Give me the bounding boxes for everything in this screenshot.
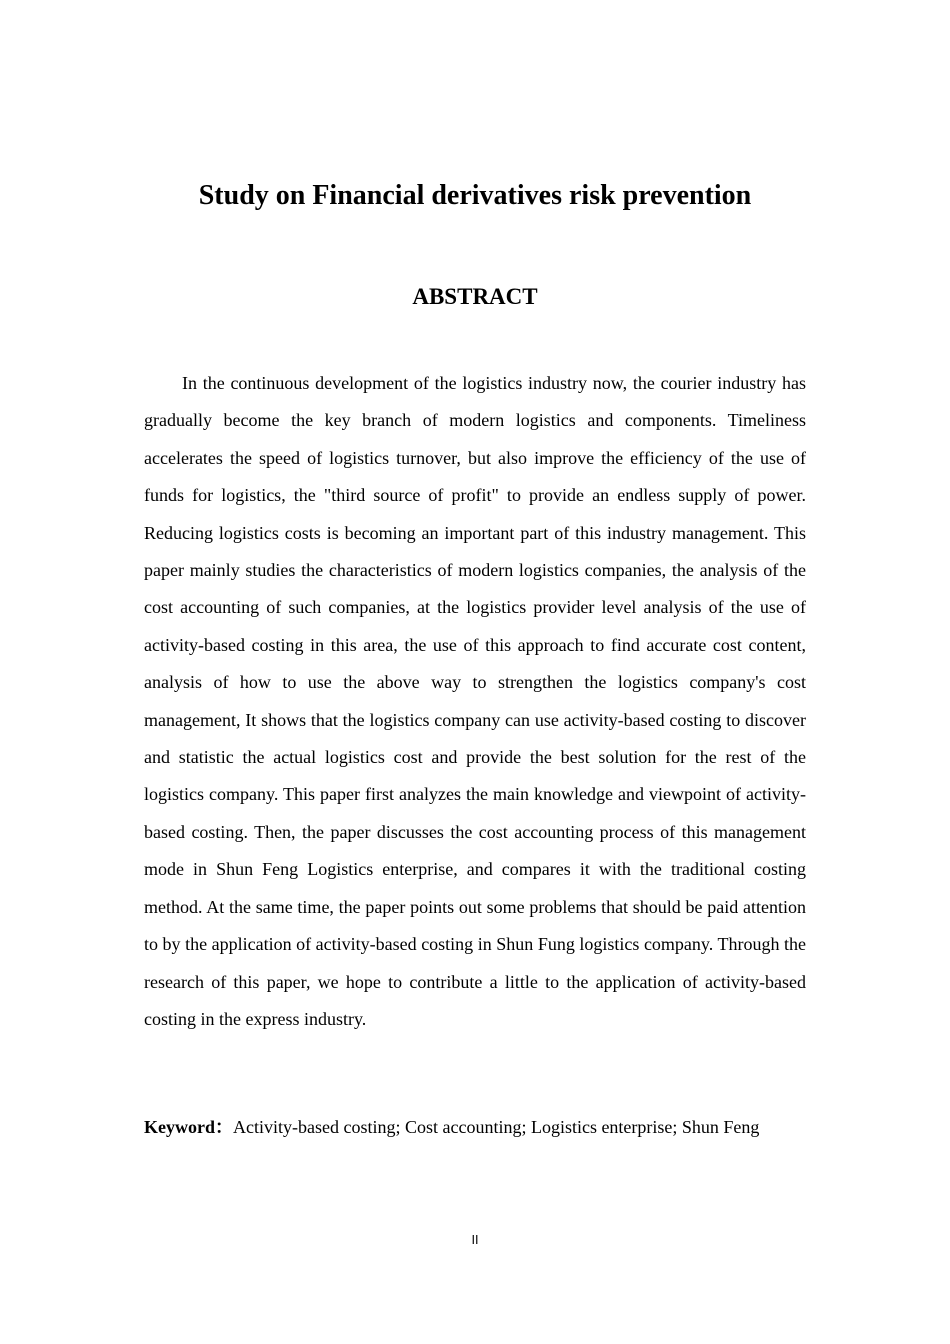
keywords-value: Activity-based costing; Cost accounting; Logistics enterprise; Shun Feng <box>233 1117 760 1137</box>
page-number: II <box>471 1233 479 1247</box>
abstract-paragraph: In the continuous development of the logistics industry now, the courier industry has gradually become the key branch of modern logistics and components. Timeliness accelerates the speed of logistics turnover, but also improve the efficiency of the use of funds for logistics, the "third source of profit" to provide an endless supply of power. Reducing logistics costs is becoming an important part of this industry management. This paper mainly studies the characteristics of modern logistics companies, the analysis of the cost accounting of such companies, at the logistics provider level analysis of the use of activity-based costing in this area, the use of this approach to find accurate cost content, analysis of how to use the above way to strengthen the logistics company's cost management, It shows that the logistics company can use activity-based costing to discover and statistic the actual logistics cost and provide the best solution for the rest of the logistics company. This paper first analyzes the main knowledge and viewpoint of activity-based costing. Then, the paper discusses the cost accounting process of this management mode in Shun Feng Logistics enterprise, and compares it with the traditional costing method. At the same time, the paper points out some problems that should be paid attention to by the application of activity-based costing in Shun Fung logistics company. Through the research of this paper, we hope to contribute a little to the application of activity-based costing in the express industry. <box>144 373 806 1029</box>
keywords-label: Keyword： <box>144 1117 233 1137</box>
keywords-line <box>144 1109 844 1145</box>
abstract-heading: ABSTRACT <box>412 284 538 309</box>
paper-title: Study on Financial derivatives risk prevention <box>198 180 752 211</box>
